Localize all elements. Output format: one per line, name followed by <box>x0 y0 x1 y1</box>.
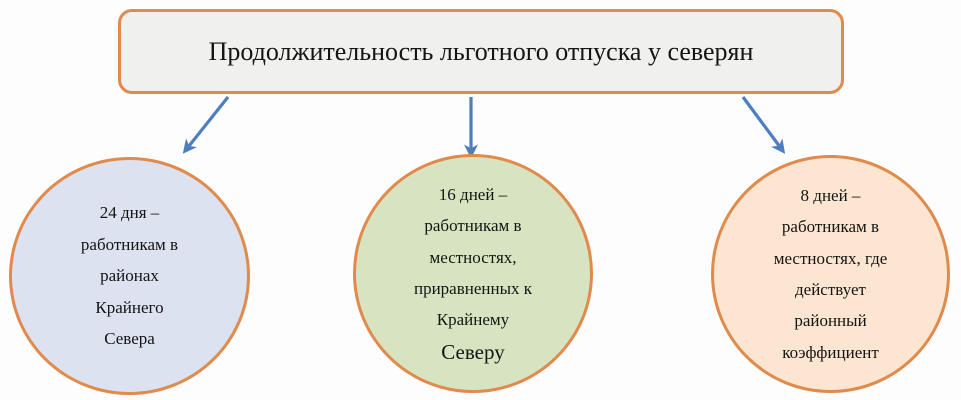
text-line: районный <box>794 311 867 331</box>
circle-16-days <box>353 154 593 393</box>
text-line: работникам в <box>80 234 179 254</box>
arrow-left-icon <box>185 97 228 151</box>
arrow-right-icon <box>743 97 783 151</box>
circle-8-days-text <box>774 180 888 369</box>
text-line: районах <box>100 266 159 286</box>
text-line: Крайнему <box>436 310 510 330</box>
text-line: Северу <box>441 339 505 364</box>
text-line: приравненных к <box>413 278 533 298</box>
title-box <box>118 9 844 94</box>
text-line: 8 дней – <box>800 185 861 205</box>
text-line: 16 дней – <box>438 184 508 204</box>
text-line: Севера <box>104 329 155 349</box>
circle-16-days-text <box>414 179 532 369</box>
text-line: Крайнего <box>95 297 164 317</box>
text-line: коэффициент <box>782 342 879 362</box>
text-line: местностях, <box>429 247 517 267</box>
text-line: действует <box>795 280 866 299</box>
circle-24-days <box>9 157 250 395</box>
circle-8-days <box>711 155 950 393</box>
text-line: работникам в <box>781 217 880 237</box>
circle-24-days-text <box>81 197 178 354</box>
text-line: работникам в <box>424 216 522 236</box>
diagram-title: Продолжительность льготного отпуска у северян <box>208 36 754 66</box>
text-line: местностях, где <box>773 248 888 268</box>
text-line: 24 дня – <box>99 203 160 223</box>
